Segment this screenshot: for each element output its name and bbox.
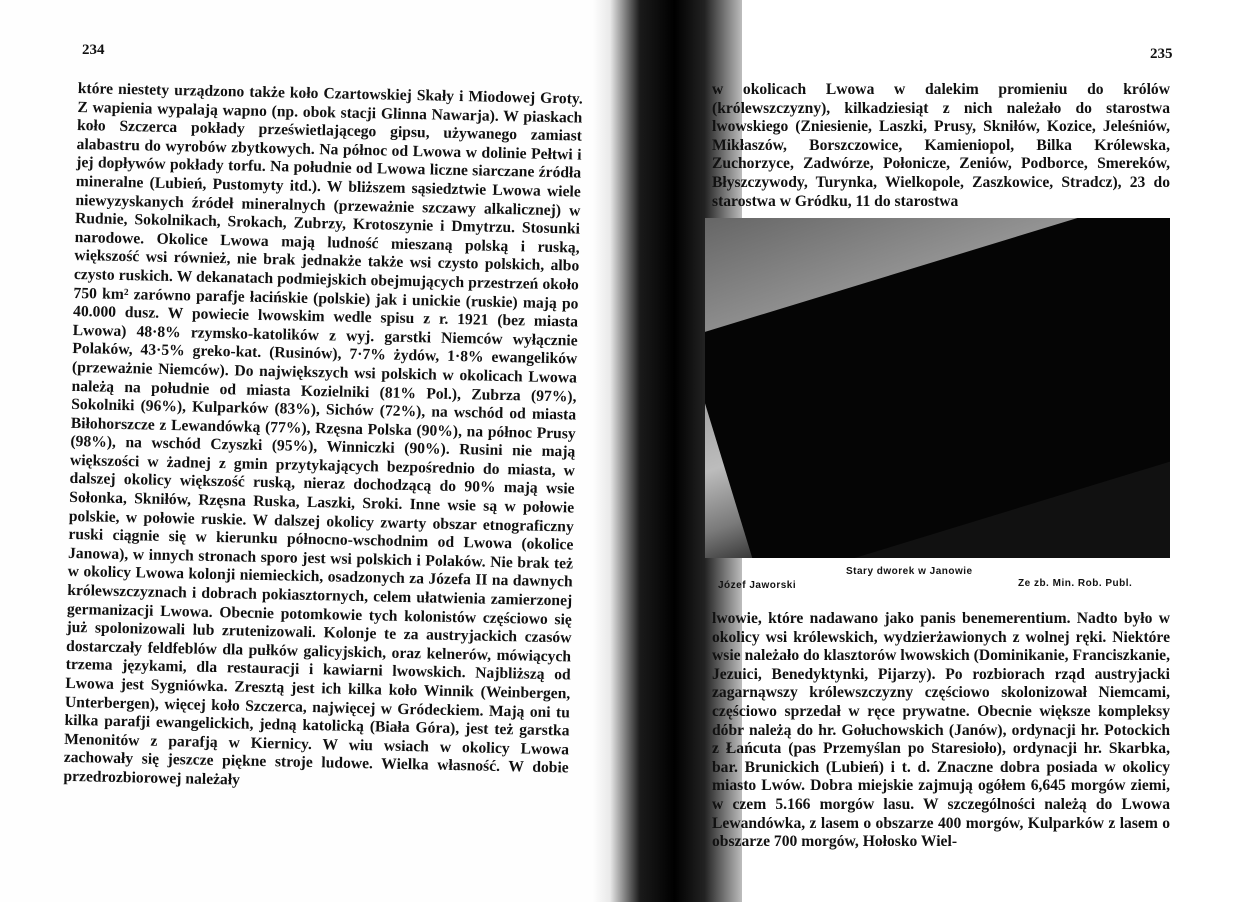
left-page-text [63,80,583,797]
right-page-number: 235 [1150,46,1173,62]
photo-caption: Stary dworek w Janowie [846,566,973,577]
photo-credit-author: Józef Jaworski [718,580,797,591]
right-page-paragraph-top: w okolicach Lwowa w dalekim promieniu do królów (królewszczyzny), kilkadziesiąt z nich należało do starostwa lwowskiego (Zniesienie, Laszki, Prusy, Skniłów, Kozice, Jeleśniów, Mikłaszów, Borszczowice, Kamieniopol, Bilka Królewska, Zuchorzyce, Zadwórze, Połonicze, Zeniów, Podborce, Smereków, Błyszczywody, Turynka, Wielkopole, Zaszkowice, Stradcz), 23 do starostwa w Gródku, 11 do starostwa [712,81,1170,210]
left-page-number: 234 [82,42,105,58]
right-page-text-top [712,81,1170,211]
photo-credit-source: Ze zb. Min. Rob. Publ. [1018,578,1133,589]
right-page-paragraph-bottom: lwowie, które nadawano jako panis benemerentium. Nadto było w okolicy wsi królewskich, wydzierżawionych z wolnej ręki. Niektóre wsie należało do klasztorów lwowskich (Dominikanie, Franciszkanie, Jezuici, Benedyktynki, Pijarzy). Po rozbiorach rząd austryjacki zagarnąwszy królewszczyzny częściowo skolonizował Niemcami, częściowo sprzedał w ręce prywatne. Obecnie większe kompleksy dóbr należą do hr. Gołuchowskich (Janów), ordynacji hr. Potockich z Łańcuta (pas Przemyślan po Staresioło), ordynacji hr. Skarbka, bar. Brunickich (Lubień) i t. d. Znaczne dobra posiada w okolicy miasto Lwów. Dobra miejskie zajmują ogółem 6,645 morgów ziemi, w czem 5.166 morgów lasu. W szczególności należą do Lwowa Lewandówka, z lasem o obszarze 400 morgów, Kulparków z lasem o obszarze 700 morgów, Hołosko Wiel- [712,610,1170,851]
left-page-paragraph: które niestety urządzono także koło Czartowskiej Skały i Miodowej Groty. Z wapienia wypalają wapno (np. obok stacji Glinna Nawarja). W piaskach koło Szczerca pokłady prześwietlającego gipsu, używanego zamiast alabastru do wyrobów zbytkowych. Na północ od Lwowa w dolinie Pełtwi i jej dopływów pokłady torfu. Na południe od Lwowa liczne siarczane źródła mineralne (Lubień, Pustomyty itd.). W bliższem sąsiedztwie Lwowa wiele niewyzyskanych źródeł mineralnych (przeważnie szczawy alkalicznej) w Rudnie, Sokolnikach, Srokach, Zubrzy, Krotoszynie i Dmytrzu. Stosunki narodowe. Okolice Lwowa mają ludność mieszaną polską i ruską, większość wsi również, nie brak jednakże także wsi czysto polskich, albo czysto ruskich. W dekanatach podmiejskich obejmujących przestrzeń około 750 km² zarówno parafje łacińskie (polskie) jak i unickie (ruskie) mają po 40.000 dusz. W powiecie lwowskim wedle spisu z r. 1921 (bez miasta Lwowa) 48·8% rzymsko-katolików z wyj. garstki Niemców wyłącznie Polaków, 43·5% greko-kat. (Rusinów), 7·7% żydów, 1·8% ewangelików (przeważnie Niemców). Do największych wsi polskich w okolicach Lwowa należą na południe od miasta Kozielniki (81% Pol.), Zubrza (97%), Sokolniki (96%), Kulparków (83%), Sichów (72%), na wschód od miasta Biłohorszcze z Lewandówką (77%), Rzęsna Polska (90%), na północ Prusy (98%), na wschód Czyszki (95%), Winniczki (90%). Rusini nie mają większości w żadnej z gmin przytykających bezpośrednio do miasta, w dalszej okolicy większość ruską, nieraz dochodzącą do 90% mają wsie Sołonka, Skniłów, Rzęsna Ruska, Laszki, Sroki. Inne wsie są w połowie polskie, w połowie ruskie. W dalszej okolicy zwarty obszar etnograficzny ruski ciągnie się w kierunku północno-wschodnim od Lwowa (okolice Janowa), w innych stronach sporo jest wsi polskich i Polaków. Nie brak też w okolicy Lwowa kolonji niemieckich, osadzonych za Józefa II na dawnych królewszczyznach i dobrach pokiasztornych, celem ułatwienia zamierzonej germanizacji Lwowa. Obecnie potomkowie tych kolonistów częściowo się już spolonizowali lub zrutenizowali. Kolonje te za austryjackich czasów dostarczały feldfeblów dla pułków galicyjskich, oraz kelnerów, mówiących trzema językami, dla restauracji i kawiarni lwowskich. Najbliższą od Lwowa jest Sygniówka. Zresztą jest ich kilka koło Winnik (Weinbergen, Unterbergen), więcej koło Szczerca, najwięcej w Gródeckiem. Mają oni tu kilka parafji ewangelickich, jedną katolicką (Biała Góra), jest też garstka Menonitów z parafją w Kiernicy. W wiu wsiach w okolicy Lwowa zachowały się jeszcze piękne stroje ludowe. Wielka własność. W dobie przedrozbiorowej należały [63,80,583,789]
manor-photo [705,218,1170,558]
right-page-text-bottom [712,610,1170,852]
